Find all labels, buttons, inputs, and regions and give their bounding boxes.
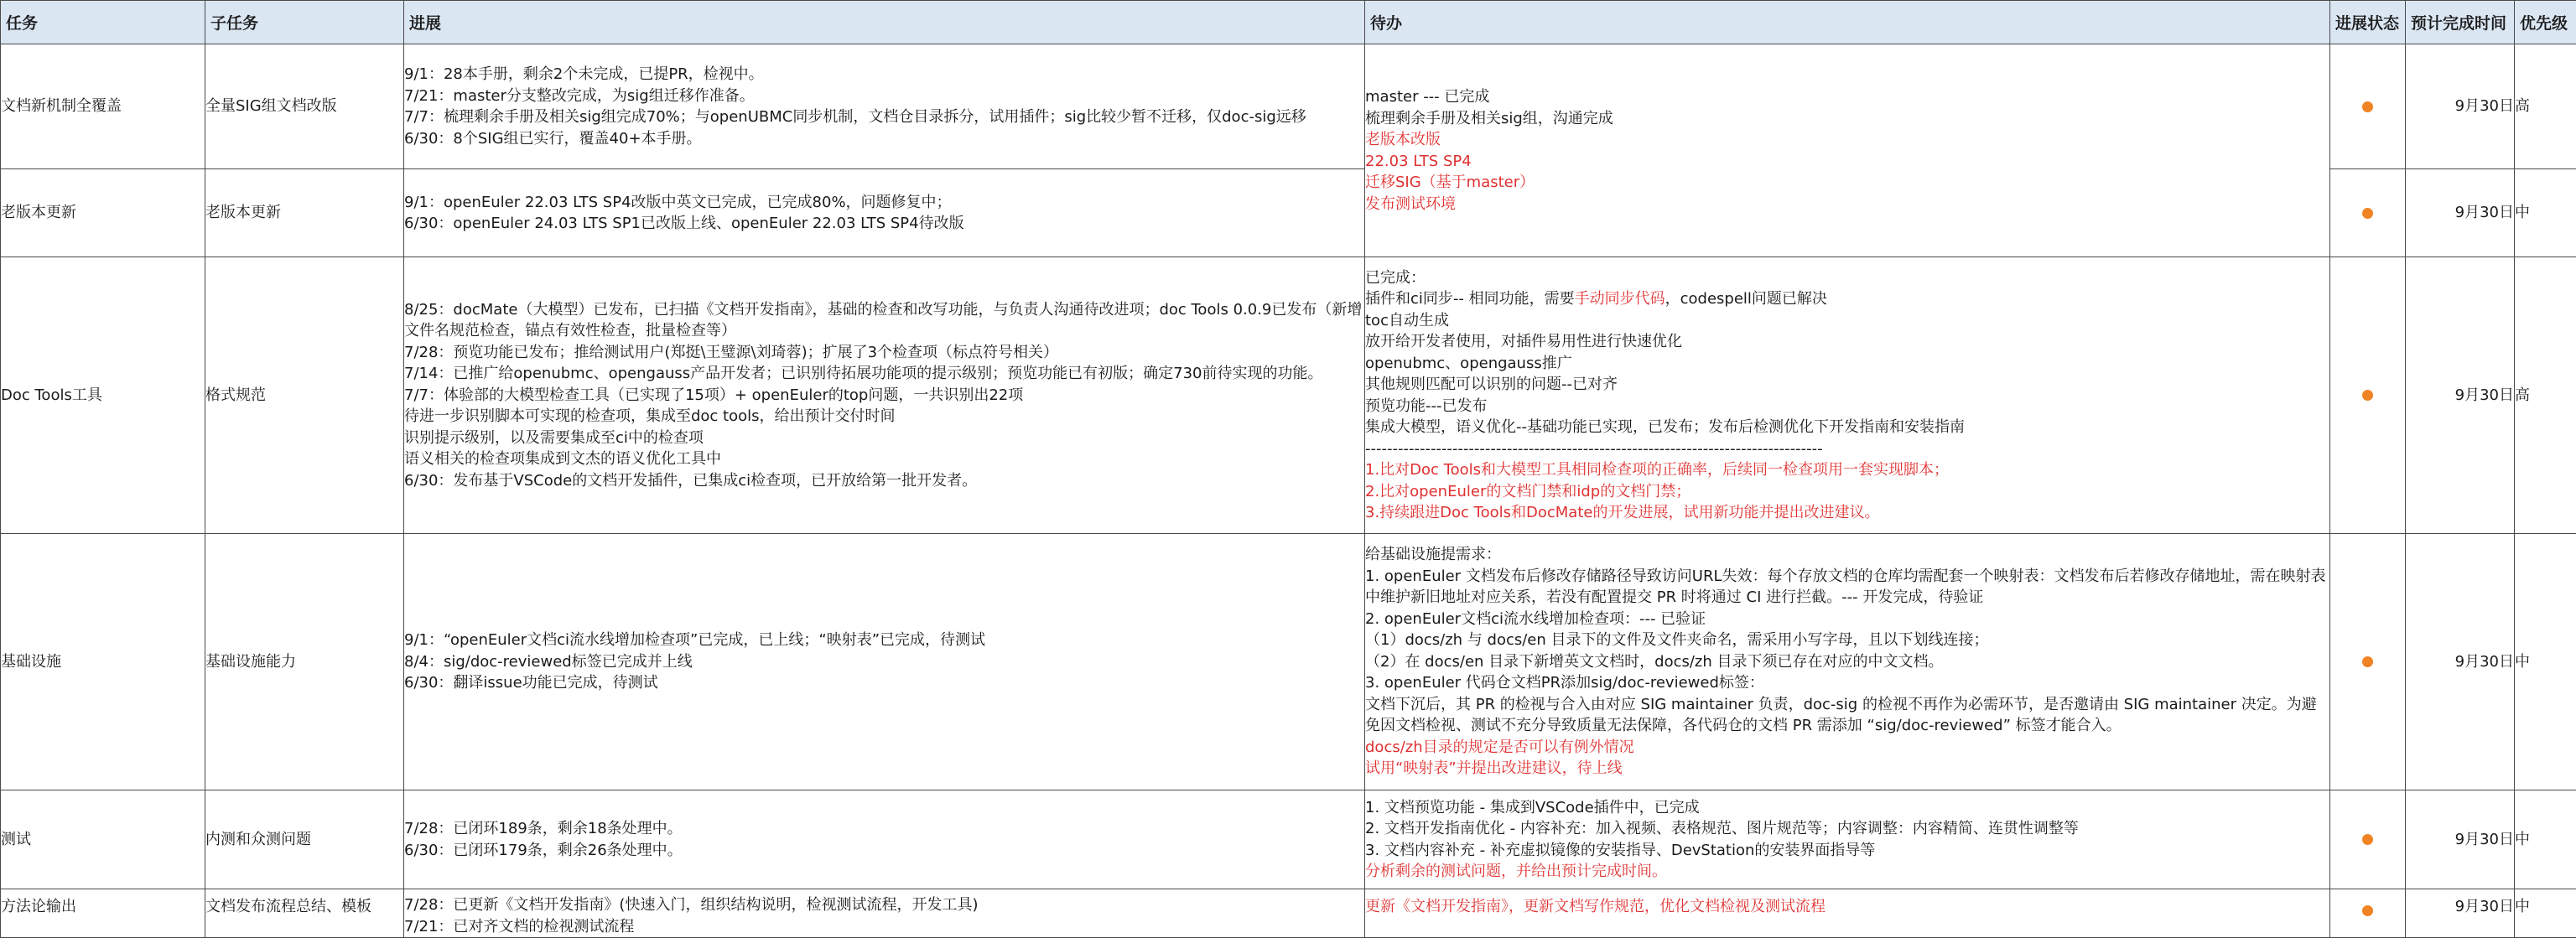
subtask-cell[interactable]: 全量SIG组文档改版 [205,44,404,169]
todo-line: 预览功能---已发布 [1365,396,2329,417]
status-dot-icon [2362,208,2373,219]
task-cell[interactable]: 方法论输出 [1,889,205,938]
progress-line: 待进一步识别脚本可实现的检查项，集成至doc tools，给出预计交付时间 [404,406,1364,428]
header-row [1,1,2576,44]
progress-line: 8/4：sig/doc-reviewed标签已完成并上线 [404,651,1364,673]
table-row [1,257,2576,534]
todo-line: （2）在 docs/en 目录下新增英文文档时，docs/zh 目录下须已存在对应的中文文档。 [1365,651,2329,673]
todo-line-highlight: 更新《文档开发指南》，更新文档写作规范，优化文档检视及测试流程 [1365,896,2329,918]
progress-line: 7/28：预览功能已发布；推给测试用户(郑挺\王璧源\刘琦蓉)；扩展了3个检查项（标点符号相关） [404,342,1364,364]
todo-line: 1. 文档预览功能 - 集成到VSCode插件中，已完成 [1365,797,2329,819]
priority-cell[interactable]: 高 [2515,44,2576,169]
todo-line-highlight: 分析剩余的测试问题，并给出预计完成时间。 [1365,861,2329,883]
status-dot-icon [2362,656,2373,667]
todo-line: 其他规则匹配可以识别的问题--已对齐 [1365,374,2329,396]
todo-cell[interactable] [1365,790,2330,889]
progress-cell[interactable] [404,169,1365,257]
todo-line-highlight: 迁移SIG（基于master） [1365,172,2329,194]
progress-cell[interactable] [404,790,1365,889]
table-row [1,889,2576,938]
task-cell[interactable]: Doc Tools工具 [1,257,205,534]
progress-line: 6/30：8个SIG组已实行，覆盖40+本手册。 [404,128,1364,150]
task-cell[interactable]: 基础设施 [1,534,205,790]
subtask-cell[interactable]: 格式规范 [205,257,404,534]
priority-cell[interactable]: 中 [2515,889,2576,938]
eta-cell[interactable]: 9月30日 [2406,257,2515,534]
progress-line: 6/30：发布基于VSCode的文档开发插件，已集成ci检查项，已开放给第一批开发者。 [404,470,1364,492]
priority-cell[interactable]: 中 [2515,790,2576,889]
priority-cell[interactable]: 高 [2515,257,2576,534]
progress-cell[interactable] [404,44,1365,169]
todo-line: 3. 文档内容补充 - 补充虚拟镜像的安装指导、DevStation的安装界面指导等 [1365,840,2329,862]
task-cell[interactable]: 老版本更新 [1,169,205,257]
progress-line: 9/1：“openEuler文档ci流水线增加检查项”已完成，已上线；“映射表”已完成，待测试 [404,630,1364,651]
progress-line: 9/1：openEuler 22.03 LTS SP4改版中英文已完成，已完成80%，问题修复中； [404,192,1364,214]
status-cell[interactable] [2330,790,2406,889]
status-cell[interactable] [2330,534,2406,790]
todo-line [1365,288,2329,310]
todo-line-highlight: 22.03 LTS SP4 [1365,151,2329,173]
eta-cell[interactable]: 9月30日 [2406,889,2515,938]
todo-cell[interactable] [1365,889,2330,938]
todo-line-highlight: 3.持续跟进Doc Tools和DocMate的开发进展，试用新功能并提出改进建议。 [1365,502,2329,524]
table-row [1,44,2576,169]
todo-line-highlight: 老版本改版 [1365,129,2329,151]
task-cell[interactable]: 测试 [1,790,205,889]
todo-line-highlight: 1.比对Doc Tools和大模型工具相同检查项的正确率，后续同一检查项用一套实现脚本； [1365,459,2329,481]
todo-line: （1）docs/zh 与 docs/en 目录下的文件及文件夹命名，需采用小写字母，且以下划线连接； [1365,630,2329,651]
header-status[interactable]: 进展状态 [2330,1,2406,44]
status-cell[interactable] [2330,169,2406,257]
task-cell[interactable]: 文档新机制全覆盖 [1,44,205,169]
progress-line: 8/25：docMate（大模型）已发布，已扫描《文档开发指南》，基础的检查和改写功能，与负责人沟通待改进项；doc Tools 0.0.9已发布（新增文件名规范检查，锚点有效性检查，批量检查等） [404,299,1364,342]
todo-line: 集成大模型，语义优化--基础功能已实现，已发布；发布后检测优化下开发指南和安装指南 [1365,417,2329,438]
progress-line: 6/30：openEuler 24.03 LTS SP1已改版上线、openEuler 22.03 LTS SP4待改版 [404,213,1364,235]
todo-line-text: 插件和ci同步-- 相同功能，需要 [1365,290,1575,308]
todo-line: 放开给开发者使用，对插件易用性进行快速优化 [1365,331,2329,353]
status-cell[interactable] [2330,44,2406,169]
status-cell[interactable] [2330,889,2406,938]
todo-cell[interactable] [1365,44,2330,257]
todo-line-highlight: 发布测试环境 [1365,194,2329,215]
progress-line: 7/7：梳理剩余手册及相关sig组完成70%；与openUBMC同步机制，文档仓目录拆分，试用插件；sig比较少暂不迁移，仅doc-sig远移 [404,106,1364,128]
subtask-cell[interactable]: 基础设施能力 [205,534,404,790]
progress-cell[interactable] [404,257,1365,534]
status-dot-icon [2362,834,2373,845]
header-subtask[interactable]: 子任务 [205,1,404,44]
todo-line: 文档下沉后，其 PR 的检视与合入由对应 SIG maintainer 负责，doc-sig 的检视不再作为必需环节，是否邀请由 SIG maintainer 决定。为避免因文档检视、测试不充分导致质量无法保障，各代码仓的文档 PR 需添加 “sig/doc-reviewed” 标签才能合入。 [1365,694,2329,737]
todo-line-highlight: docs/zh目录的规定是否可以有例外情况 [1365,737,2329,759]
status-dot-icon [2362,905,2373,916]
header-priority[interactable]: 优先级 [2515,1,2576,44]
progress-line: 7/7：体验部的大模型检查工具（已实现了15项）+ openEuler的top问题，一共识别出22项 [404,385,1364,407]
subtask-cell[interactable]: 老版本更新 [205,169,404,257]
progress-line: 识别提示级别，以及需要集成至ci中的检查项 [404,428,1364,449]
header-todo[interactable]: 待办 [1365,1,2330,44]
eta-cell[interactable]: 9月30日 [2406,790,2515,889]
header-eta[interactable]: 预计完成时间 [2406,1,2515,44]
priority-cell[interactable]: 中 [2515,534,2576,790]
todo-line: 3. openEuler 代码仓文档PR添加sig/doc-reviewed标签： [1365,672,2329,694]
todo-inline-highlight: 手动同步代码 [1575,290,1665,308]
progress-line: 7/21：master分支整改完成，为sig组迁移作准备。 [404,86,1364,107]
progress-line: 9/1：28本手册，剩余2个未完成，已提PR，检视中。 [404,64,1364,86]
header-task[interactable]: 任务 [1,1,205,44]
progress-line: 6/30：翻译issue功能已完成，待测试 [404,672,1364,694]
progress-line: 7/28：已更新《文档开发指南》(快速入门，组织结构说明，检视测试流程，开发工具) [404,894,1364,916]
eta-cell[interactable]: 9月30日 [2406,44,2515,169]
progress-cell[interactable] [404,534,1365,790]
status-dot-icon [2362,390,2373,401]
todo-line: 1. openEuler 文档发布后修改存储路径导致访问URL失效：每个存放文档的仓库均需配套一个映射表：文档发布后若修改存储地址，需在映射表中维护新旧地址对应关系，若没有配置提交 PR 时将通过 CI 进行拦截。--- 开发完成，待验证 [1365,566,2329,609]
todo-line-text: ，codespell问题已解决 [1665,290,1827,308]
todo-line: 2. 文档开发指南优化 - 内容补充：加入视频、表格规范、图片规范等；内容调整：内容精简、连贯性调整等 [1365,818,2329,840]
progress-line: 7/21：已对齐文档的检视测试流程 [404,916,1364,938]
priority-cell[interactable]: 中 [2515,169,2576,257]
todo-line: 2. openEuler文档ci流水线增加检查项：--- 已验证 [1365,609,2329,630]
todo-line-highlight: 2.比对openEuler的文档门禁和idp的文档门禁； [1365,481,2329,503]
todo-line: 给基础设施提需求： [1365,544,2329,566]
table-row [1,790,2576,889]
todo-line: openubmc、opengauss推广 [1365,353,2329,375]
todo-line: toc自动生成 [1365,310,2329,332]
progress-line: 语义相关的检查项集成到文杰的语义优化工具中 [404,448,1364,470]
progress-line: 6/30：已闭环179条，剩余26条处理中。 [404,840,1364,862]
subtask-cell[interactable]: 内测和众测问题 [205,790,404,889]
todo-cell[interactable] [1365,257,2330,534]
table-row [1,534,2576,790]
progress-cell[interactable] [404,889,1365,938]
todo-line-highlight: 试用“映射表”并提出改进建议，待上线 [1365,758,2329,780]
todo-divider: ------------------------------------------------------------------------------------ [1365,438,2329,460]
progress-line: 7/28：已闭环189条，剩余18条处理中。 [404,818,1364,840]
header-progress[interactable]: 进展 [404,1,1365,44]
todo-cell[interactable] [1365,534,2330,790]
subtask-cell[interactable]: 文档发布流程总结、模板 [205,889,404,938]
todo-line: master --- 已完成 [1365,86,2329,108]
todo-line: 已完成： [1365,267,2329,289]
progress-line: 7/14：已推广给openubmc、opengauss产品开发者；已识别待拓展功能项的提示级别；预览功能已有初版；确定730前待实现的功能。 [404,363,1364,385]
todo-line: 梳理剩余手册及相关sig组，沟通完成 [1365,108,2329,130]
status-cell[interactable] [2330,257,2406,534]
status-dot-icon [2362,101,2373,112]
eta-cell[interactable]: 9月30日 [2406,169,2515,257]
eta-cell[interactable]: 9月30日 [2406,534,2515,790]
